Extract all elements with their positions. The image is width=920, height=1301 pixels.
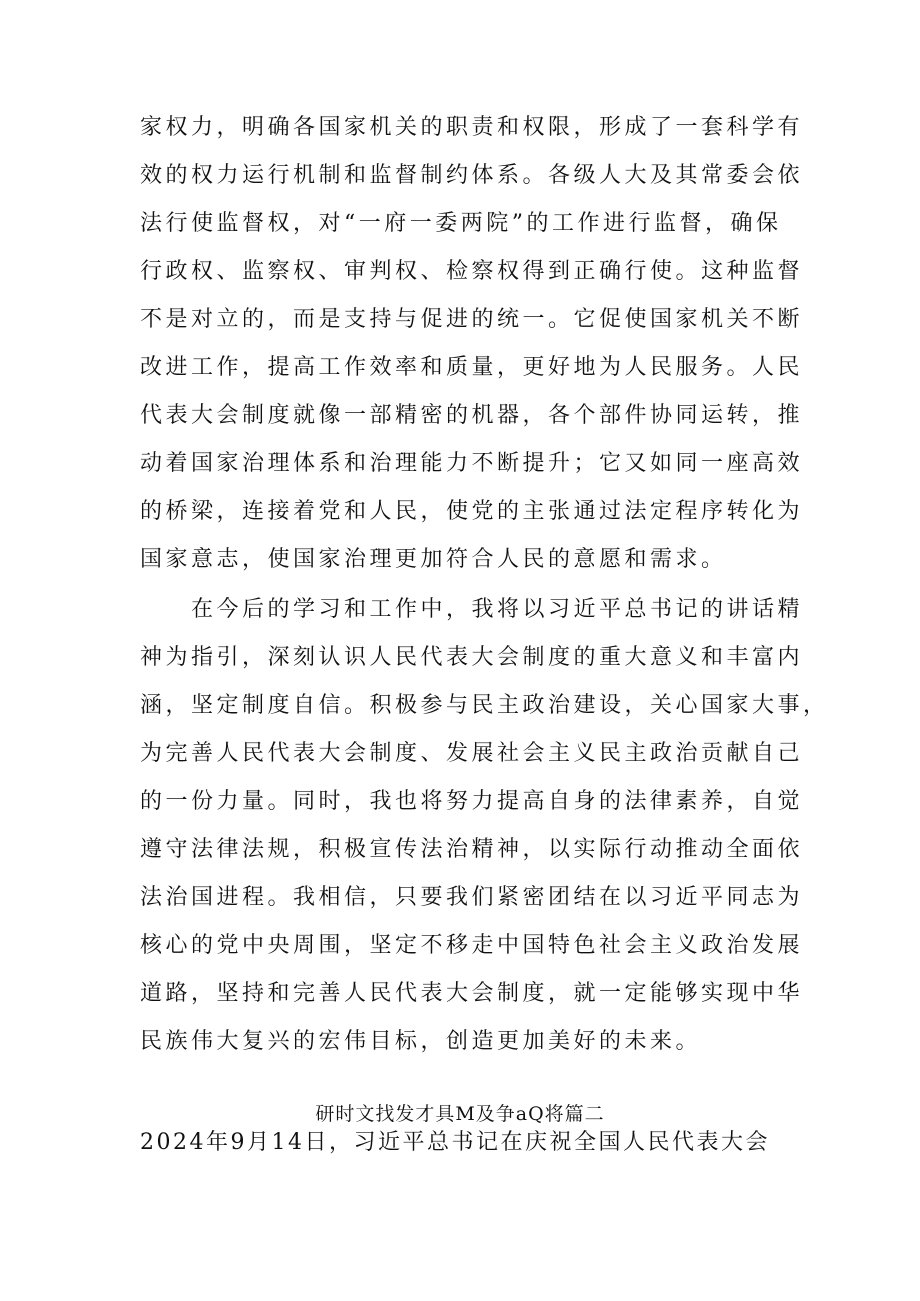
paragraph-line: 法行使监督权，对“一府一委两院”的工作进行监督，确保 — [140, 211, 782, 236]
paragraph-line: 不是对立的，而是支持与促进的统一。它促使国家机关不断 — [140, 307, 804, 332]
paragraph-1 — [140, 104, 804, 584]
paragraph-line: 道路，坚持和完善人民代表大会制度，就一定能够实现中华 — [140, 981, 804, 1006]
paragraph-line: 核心的党中央周围，坚定不移走中国特色社会主义政治发展 — [140, 933, 804, 958]
paragraph-line: 法治国进程。我相信，只要我们紧密团结在以习近平同志为 — [140, 885, 804, 910]
paragraph-line: 为完善人民代表大会制度、发展社会主义民主政治贡献自己 — [140, 741, 804, 766]
section-heading: 研时文找发才具M及争aQ将篇二 — [315, 1103, 605, 1125]
paragraph-line: 代表大会制度就像一部精密的机器，各个部件协同运转，推 — [140, 403, 804, 428]
paragraph-line: 神为指引，深刻认识人民代表大会制度的重大意义和丰富内 — [140, 645, 804, 670]
paragraph-3-first-line: 2024年9月14日，习近平总书记在庆祝全国人民代表大会 — [140, 1130, 770, 1155]
paragraph-line: 国家意志，使国家治理更加符合人民的意愿和需求。 — [140, 547, 727, 572]
paragraph-line: 涵，坚定制度自信。积极参与民主政治建设，关心国家大事， — [140, 693, 829, 718]
paragraph-line: 的一份力量。同时，我也将努力提高自身的法律素养，自觉 — [140, 789, 804, 814]
paragraph-line: 的桥梁，连接着党和人民，使党的主张通过法定程序转化为 — [140, 499, 804, 524]
paragraph-line: 动着国家治理体系和治理能力不断提升；它又如同一座高效 — [140, 451, 804, 476]
paragraph-line: 家权力，明确各国家机关的职责和权限，形成了一套科学有 — [140, 115, 804, 140]
paragraph-line: 民族伟大复兴的宏伟目标，创造更加美好的未来。 — [140, 1029, 702, 1054]
paragraph-line: 改进工作，提高工作效率和质量，更好地为人民服务。人民 — [140, 355, 804, 380]
paragraph-line: 行政权、监察权、审判权、检察权得到正确行使。这种监督 — [140, 259, 804, 284]
paragraph-line: 效的权力运行机制和监督制约体系。各级人大及其常委会依 — [140, 163, 804, 188]
paragraph-line: 在今后的学习和工作中，我将以习近平总书记的讲话精 — [140, 597, 804, 622]
paragraph-2 — [140, 586, 829, 1066]
paragraph-line: 遵守法律法规，积极宣传法治精神，以实际行动推动全面依 — [140, 837, 804, 862]
